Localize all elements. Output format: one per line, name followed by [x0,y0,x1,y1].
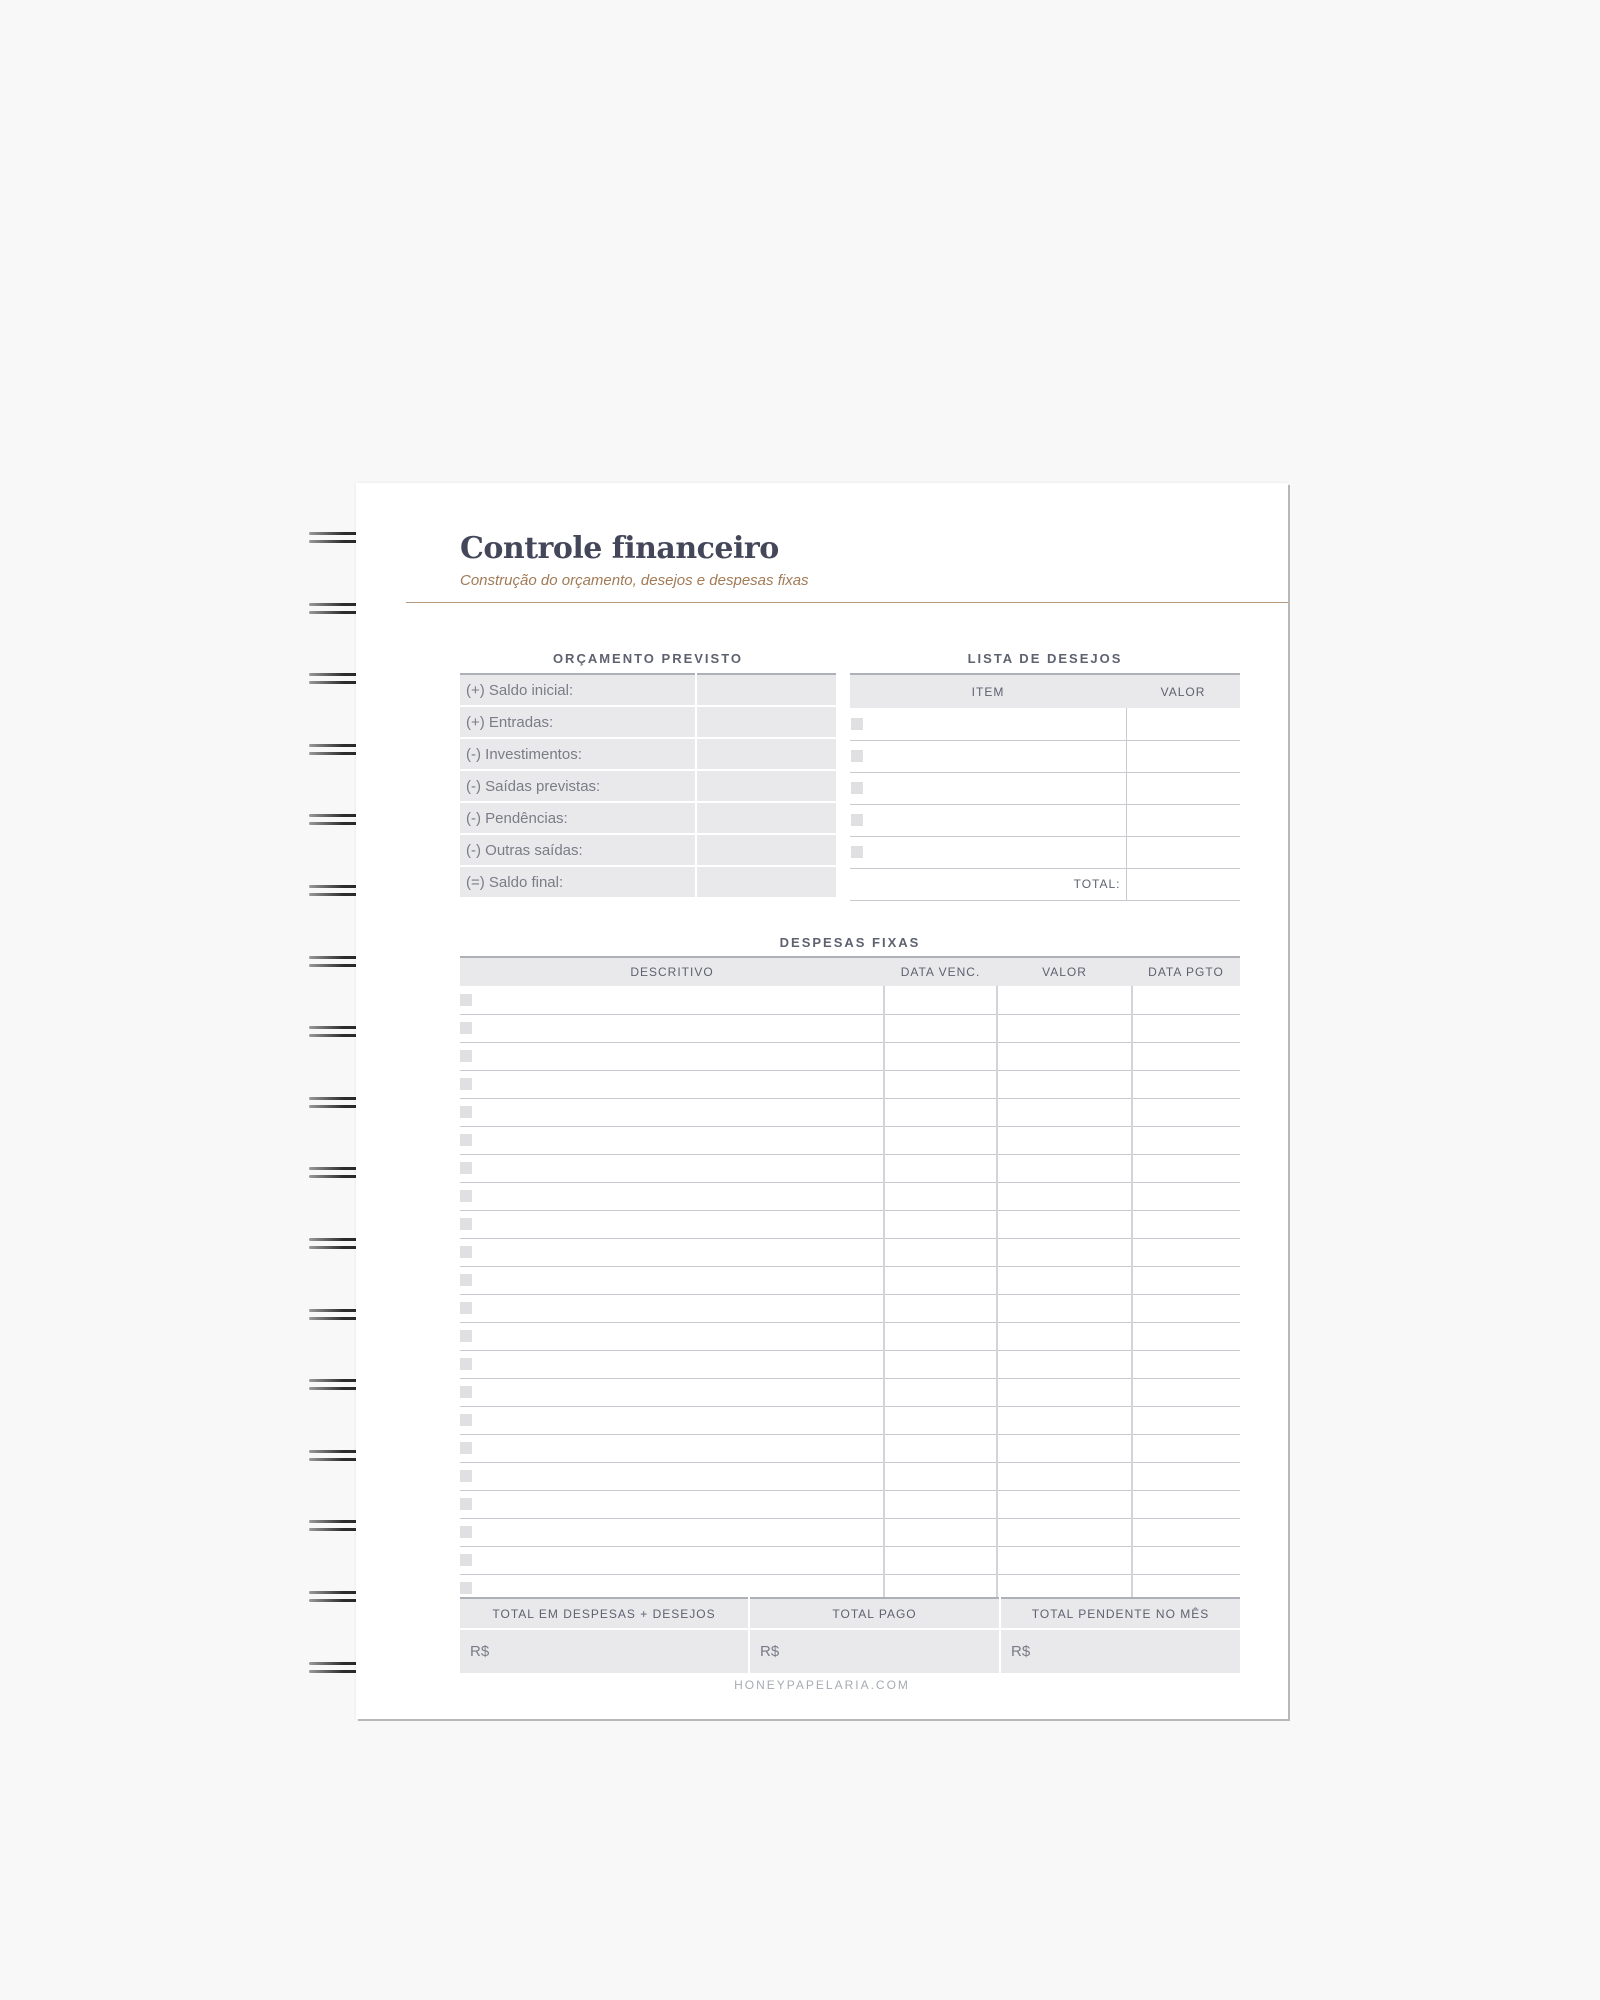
orcamento-row [460,802,836,834]
despesa-data-venc-field[interactable] [884,1462,997,1490]
page-title: Controle financeiro [460,531,779,566]
desejo-item-field[interactable] [850,740,1126,772]
despesa-row [460,1182,1240,1210]
orcamento-label: (+) Entradas: [460,706,696,738]
despesa-data-venc-field[interactable] [884,1322,997,1350]
despesa-row [460,986,1240,1014]
despesa-valor-field[interactable] [997,1546,1132,1574]
desejo-row [850,708,1240,740]
despesa-row [460,1098,1240,1126]
desejos-col-valor: VALOR [1126,674,1240,708]
orcamento-label: (-) Pendências: [460,802,696,834]
despesa-checkbox[interactable] [460,1134,472,1146]
despesa-row [460,1042,1240,1070]
orcamento-row [460,706,836,738]
total-pago-header: TOTAL PAGO [749,1598,1000,1629]
despesa-data-pgto-field[interactable] [1132,1042,1240,1070]
despesa-checkbox[interactable] [460,1050,472,1062]
orcamento-row [460,770,836,802]
despesa-valor-field[interactable] [997,1434,1132,1462]
despesa-data-venc-field[interactable] [884,1294,997,1322]
despesa-valor-field[interactable] [997,1266,1132,1294]
despesa-valor-field[interactable] [997,1518,1132,1546]
total-despesas-desejos-field[interactable]: R$ [460,1629,749,1673]
despesa-checkbox[interactable] [460,1442,472,1454]
orcamento-label: (-) Investimentos: [460,738,696,770]
despesa-valor-field[interactable] [997,1210,1132,1238]
orcamento-value-field[interactable] [696,770,836,802]
despesa-descritivo-field[interactable] [460,1518,884,1546]
despesas-title: DESPESAS FIXAS [779,935,921,950]
despesa-valor-field[interactable] [997,1154,1132,1182]
desejo-valor-field[interactable] [1126,804,1240,836]
despesa-descritivo-field[interactable] [460,1182,884,1210]
despesa-data-pgto-field[interactable] [1132,1098,1240,1126]
despesa-valor-field[interactable] [997,1350,1132,1378]
orcamento-table [460,673,836,899]
despesas-col-data-pgto: DATA PGTO [1132,957,1240,986]
despesa-descritivo-field[interactable] [460,1434,884,1462]
despesa-row [460,1518,1240,1546]
despesa-data-pgto-field[interactable] [1132,1210,1240,1238]
despesa-data-pgto-field[interactable] [1132,1350,1240,1378]
despesa-data-venc-field[interactable] [884,1266,997,1294]
despesa-data-venc-field[interactable] [884,1210,997,1238]
despesa-row [460,1406,1240,1434]
despesa-valor-field[interactable] [997,1098,1132,1126]
despesa-valor-field[interactable] [997,1322,1132,1350]
despesa-descritivo-field[interactable] [460,1126,884,1154]
despesa-data-venc-field[interactable] [884,1546,997,1574]
despesas-col-valor: VALOR [997,957,1132,986]
desejo-checkbox[interactable] [851,814,863,826]
desejos-total-field[interactable] [1126,868,1240,900]
despesas-col-descritivo: DESCRITIVO [460,957,884,986]
page-subtitle: Construção do orçamento, desejos e despesas fixas [460,572,809,589]
despesa-descritivo-field[interactable] [460,1210,884,1238]
despesa-row [460,1434,1240,1462]
despesas-table [460,956,1240,1603]
despesa-row [460,1210,1240,1238]
orcamento-row [460,866,836,898]
despesa-descritivo-field[interactable] [460,1490,884,1518]
desejo-row [850,836,1240,868]
despesa-checkbox[interactable] [460,1414,472,1426]
despesa-row [460,1014,1240,1042]
despesa-valor-field[interactable] [997,1042,1132,1070]
despesa-data-venc-field[interactable] [884,1238,997,1266]
planner-page [356,483,1288,1719]
despesa-row [460,1238,1240,1266]
despesa-valor-field[interactable] [997,1182,1132,1210]
despesa-checkbox[interactable] [460,1246,472,1258]
despesa-descritivo-field[interactable] [460,1546,884,1574]
despesa-row [460,1070,1240,1098]
despesa-row [460,1126,1240,1154]
despesas-col-data-venc: DATA VENC. [884,957,997,986]
total-pendente-header: TOTAL PENDENTE NO MÊS [1000,1598,1240,1629]
despesa-checkbox[interactable] [460,1106,472,1118]
desejo-checkbox[interactable] [851,846,863,858]
despesa-data-pgto-field[interactable] [1132,1266,1240,1294]
desejo-checkbox[interactable] [851,750,863,762]
despesa-valor-field[interactable] [997,1462,1132,1490]
despesa-data-pgto-field[interactable] [1132,1294,1240,1322]
despesa-row [460,1294,1240,1322]
orcamento-label: (+) Saldo inicial: [460,674,696,706]
despesa-data-venc-field[interactable] [884,1014,997,1042]
despesa-descritivo-field[interactable] [460,1070,884,1098]
despesa-checkbox[interactable] [460,1582,472,1594]
despesa-data-venc-field[interactable] [884,1154,997,1182]
despesa-data-venc-field[interactable] [884,1490,997,1518]
orcamento-label: (-) Saídas previstas: [460,770,696,802]
despesa-row [460,1350,1240,1378]
despesa-valor-field[interactable] [997,1126,1132,1154]
despesa-checkbox[interactable] [460,1218,472,1230]
despesa-checkbox[interactable] [460,1078,472,1090]
despesa-data-pgto-field[interactable] [1132,1546,1240,1574]
despesa-row [460,1462,1240,1490]
despesa-valor-field[interactable] [997,1238,1132,1266]
despesa-checkbox[interactable] [460,1498,472,1510]
orcamento-row [460,674,836,706]
total-pago-field[interactable]: R$ [749,1629,1000,1673]
despesa-data-pgto-field[interactable] [1132,1182,1240,1210]
despesa-descritivo-field[interactable] [460,1266,884,1294]
desejos-col-item: ITEM [850,674,1126,708]
desejo-valor-field[interactable] [1126,836,1240,868]
orcamento-title: ORÇAMENTO PREVISTO [552,651,744,666]
despesa-descritivo-field[interactable] [460,1042,884,1070]
despesa-checkbox[interactable] [460,1162,472,1174]
despesa-valor-field[interactable] [997,1490,1132,1518]
orcamento-value-field[interactable] [696,706,836,738]
footer-website: HONEYPAPELARIA.COM [734,1678,910,1692]
desejo-valor-field[interactable] [1126,740,1240,772]
despesa-descritivo-field[interactable] [460,1014,884,1042]
despesa-data-pgto-field[interactable] [1132,1378,1240,1406]
despesa-checkbox[interactable] [460,1470,472,1482]
despesa-data-pgto-field[interactable] [1132,1490,1240,1518]
despesa-descritivo-field[interactable] [460,1406,884,1434]
despesa-checkbox[interactable] [460,1274,472,1286]
desejo-row [850,772,1240,804]
despesa-data-pgto-field[interactable] [1132,1518,1240,1546]
desejos-total-label: TOTAL: [850,868,1126,900]
desejos-total-row [850,868,1240,900]
despesa-data-venc-field[interactable] [884,1070,997,1098]
despesa-data-pgto-field[interactable] [1132,1322,1240,1350]
despesa-data-venc-field[interactable] [884,986,997,1014]
header-divider [406,602,1288,603]
despesa-checkbox[interactable] [460,1330,472,1342]
despesa-data-venc-field[interactable] [884,1434,997,1462]
desejo-row [850,740,1240,772]
despesa-checkbox[interactable] [460,1302,472,1314]
despesa-row [460,1490,1240,1518]
despesa-valor-field[interactable] [997,986,1132,1014]
despesa-data-pgto-field[interactable] [1132,1154,1240,1182]
desejos-title: LISTA DE DESEJOS [967,651,1123,666]
orcamento-value-field[interactable] [696,866,836,898]
despesa-row [460,1266,1240,1294]
despesa-row [460,1154,1240,1182]
orcamento-value-field[interactable] [696,834,836,866]
despesa-descritivo-field[interactable] [460,1238,884,1266]
orcamento-value-field[interactable] [696,738,836,770]
desejo-valor-field[interactable] [1126,708,1240,740]
despesa-data-venc-field[interactable] [884,1518,997,1546]
despesa-data-pgto-field[interactable] [1132,1126,1240,1154]
despesa-checkbox[interactable] [460,1526,472,1538]
despesa-data-venc-field[interactable] [884,1378,997,1406]
despesa-checkbox[interactable] [460,1554,472,1566]
despesa-checkbox[interactable] [460,1190,472,1202]
desejo-row [850,804,1240,836]
orcamento-row [460,738,836,770]
desejo-item-field[interactable] [850,708,1126,740]
orcamento-row [460,834,836,866]
despesa-data-venc-field[interactable] [884,1182,997,1210]
desejo-checkbox[interactable] [851,718,863,730]
despesa-valor-field[interactable] [997,1070,1132,1098]
despesa-data-pgto-field[interactable] [1132,1238,1240,1266]
despesa-checkbox[interactable] [460,1022,472,1034]
despesa-valor-field[interactable] [997,1294,1132,1322]
despesa-data-venc-field[interactable] [884,1042,997,1070]
totais-table [460,1597,1240,1673]
despesa-data-venc-field[interactable] [884,1406,997,1434]
despesa-data-pgto-field[interactable] [1132,986,1240,1014]
despesa-valor-field[interactable] [997,1378,1132,1406]
desejo-item-field[interactable] [850,804,1126,836]
despesa-checkbox[interactable] [460,1386,472,1398]
desejo-item-field[interactable] [850,836,1126,868]
desejo-valor-field[interactable] [1126,772,1240,804]
despesa-data-venc-field[interactable] [884,1350,997,1378]
despesa-row [460,1546,1240,1574]
despesa-data-pgto-field[interactable] [1132,1406,1240,1434]
orcamento-value-field[interactable] [696,802,836,834]
despesa-checkbox[interactable] [460,994,472,1006]
total-despesas-desejos-header: TOTAL EM DESPESAS + DESEJOS [460,1598,749,1629]
despesa-descritivo-field[interactable] [460,1098,884,1126]
despesa-data-pgto-field[interactable] [1132,1462,1240,1490]
despesa-data-venc-field[interactable] [884,1126,997,1154]
desejo-checkbox[interactable] [851,782,863,794]
despesa-data-pgto-field[interactable] [1132,1014,1240,1042]
orcamento-value-field[interactable] [696,674,836,706]
despesa-descritivo-field[interactable] [460,1462,884,1490]
despesa-data-venc-field[interactable] [884,1098,997,1126]
orcamento-label: (-) Outras saídas: [460,834,696,866]
despesa-checkbox[interactable] [460,1358,472,1370]
orcamento-label: (=) Saldo final: [460,866,696,898]
despesa-descritivo-field[interactable] [460,1322,884,1350]
despesa-descritivo-field[interactable] [460,1350,884,1378]
despesa-valor-field[interactable] [997,1406,1132,1434]
despesa-row [460,1322,1240,1350]
desejo-item-field[interactable] [850,772,1126,804]
despesa-data-pgto-field[interactable] [1132,1070,1240,1098]
desejos-table [850,673,1240,901]
total-pendente-field[interactable]: R$ [1000,1629,1240,1673]
despesa-valor-field[interactable] [997,1014,1132,1042]
despesa-descritivo-field[interactable] [460,1294,884,1322]
despesa-descritivo-field[interactable] [460,986,884,1014]
despesa-descritivo-field[interactable] [460,1378,884,1406]
despesa-descritivo-field[interactable] [460,1154,884,1182]
despesa-row [460,1378,1240,1406]
despesa-data-pgto-field[interactable] [1132,1434,1240,1462]
